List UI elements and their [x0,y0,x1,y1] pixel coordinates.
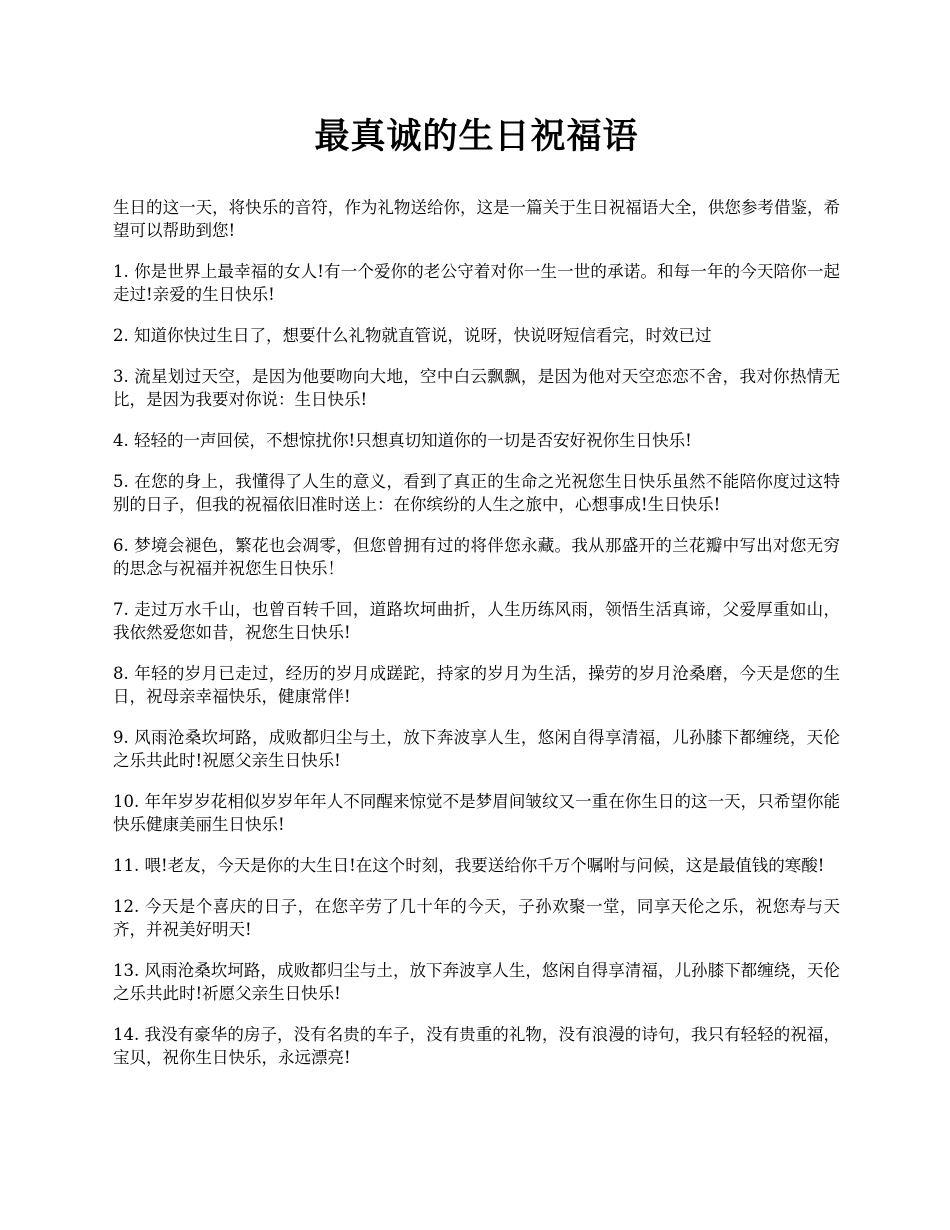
wish-item-2: 2. 知道你快过生日了，想要什么礼物就直管说，说呀，快说呀短信看完，时效已过 [113,326,712,345]
wish-item-12: 12. 今天是个喜庆的日子，在您辛劳了几十年的今天，子孙欢聚一堂，同享天伦之乐，祝您寿与天齐，并祝美好明天! [113,897,840,939]
wish-item-11: 11. 喂!老友，今天是你的大生日!在这个时刻，我要送给你千万个嘱咐与问候，这是最值钱的寒酸! [113,856,825,875]
wish-item-10: 10. 年年岁岁花相似岁岁年年人不同醒来惊觉不是梦眉间皱纹又一重在你生日的这一天，只希望你能快乐健康美丽生日快乐! [113,792,840,834]
wish-item-4: 4. 轻轻的一声回侯，不想惊扰你!只想真切知道你的一切是否安好祝你生日快乐! [113,431,692,450]
wish-item-14: 14. 我没有豪华的房子，没有名贵的车子，没有贵重的礼物，没有浪漫的诗句，我只有轻轻的祝福，宝贝，祝你生日快乐，永远漂亮! [113,1025,840,1067]
wish-item-9: 9. 风雨沧桑坎坷路，成败都归尘与土，放下奔波享人生，悠闲自得享清福，儿孙膝下都缠绕，天伦之乐共此时!祝愿父亲生日快乐! [113,728,840,770]
wish-item-5: 5. 在您的身上，我懂得了人生的意义，看到了真正的生命之光祝您生日快乐虽然不能陪你度过这特别的日子，但我的祝福依旧准时送上：在你缤纷的人生之旅中，心想事成!生日快乐! [113,472,840,514]
page-title: 最真诚的生日祝福语 [314,116,639,157]
wish-item-3: 3. 流星划过天空，是因为他要吻向大地，空中白云飘飘，是因为他对天空恋恋不舍，我对你热情无比，是因为我要对你说：生日快乐! [113,367,840,409]
wish-item-1: 1. 你是世界上最幸福的女人!有一个爱你的老公守着对你一生一世的承诺。和每一年的今天陪你一起走过!亲爱的生日快乐! [113,262,840,304]
wish-item-7: 7. 走过万水千山，也曾百转千回，道路坎坷曲折，人生历练风雨，领悟生活真谛，父爱厚重如山，我依然爱您如昔，祝您生日快乐! [113,600,840,642]
document-page [113,112,840,1087]
wish-item-8: 8. 年轻的岁月已走过，经历的岁月成蹉跎，持家的岁月为生活，操劳的岁月沧桑磨，今天是您的生日，祝母亲幸福快乐，健康常伴! [113,664,840,706]
wish-item-13: 13. 风雨沧桑坎坷路，成败都归尘与土，放下奔波享人生，悠闲自得享清福，儿孙膝下都缠绕，天伦之乐共此时!祈愿父亲生日快乐! [113,961,840,1003]
intro-paragraph: 生日的这一天，将快乐的音符，作为礼物送给你，这是一篇关于生日祝福语大全，供您参考借鉴，希望可以帮助到您! [113,198,840,240]
wish-item-6: 6. 梦境会褪色，繁花也会凋零，但您曾拥有过的将伴您永藏。我从那盛开的兰花瓣中写出对您无穷的思念与祝福并祝您生日快乐！ [113,536,840,578]
